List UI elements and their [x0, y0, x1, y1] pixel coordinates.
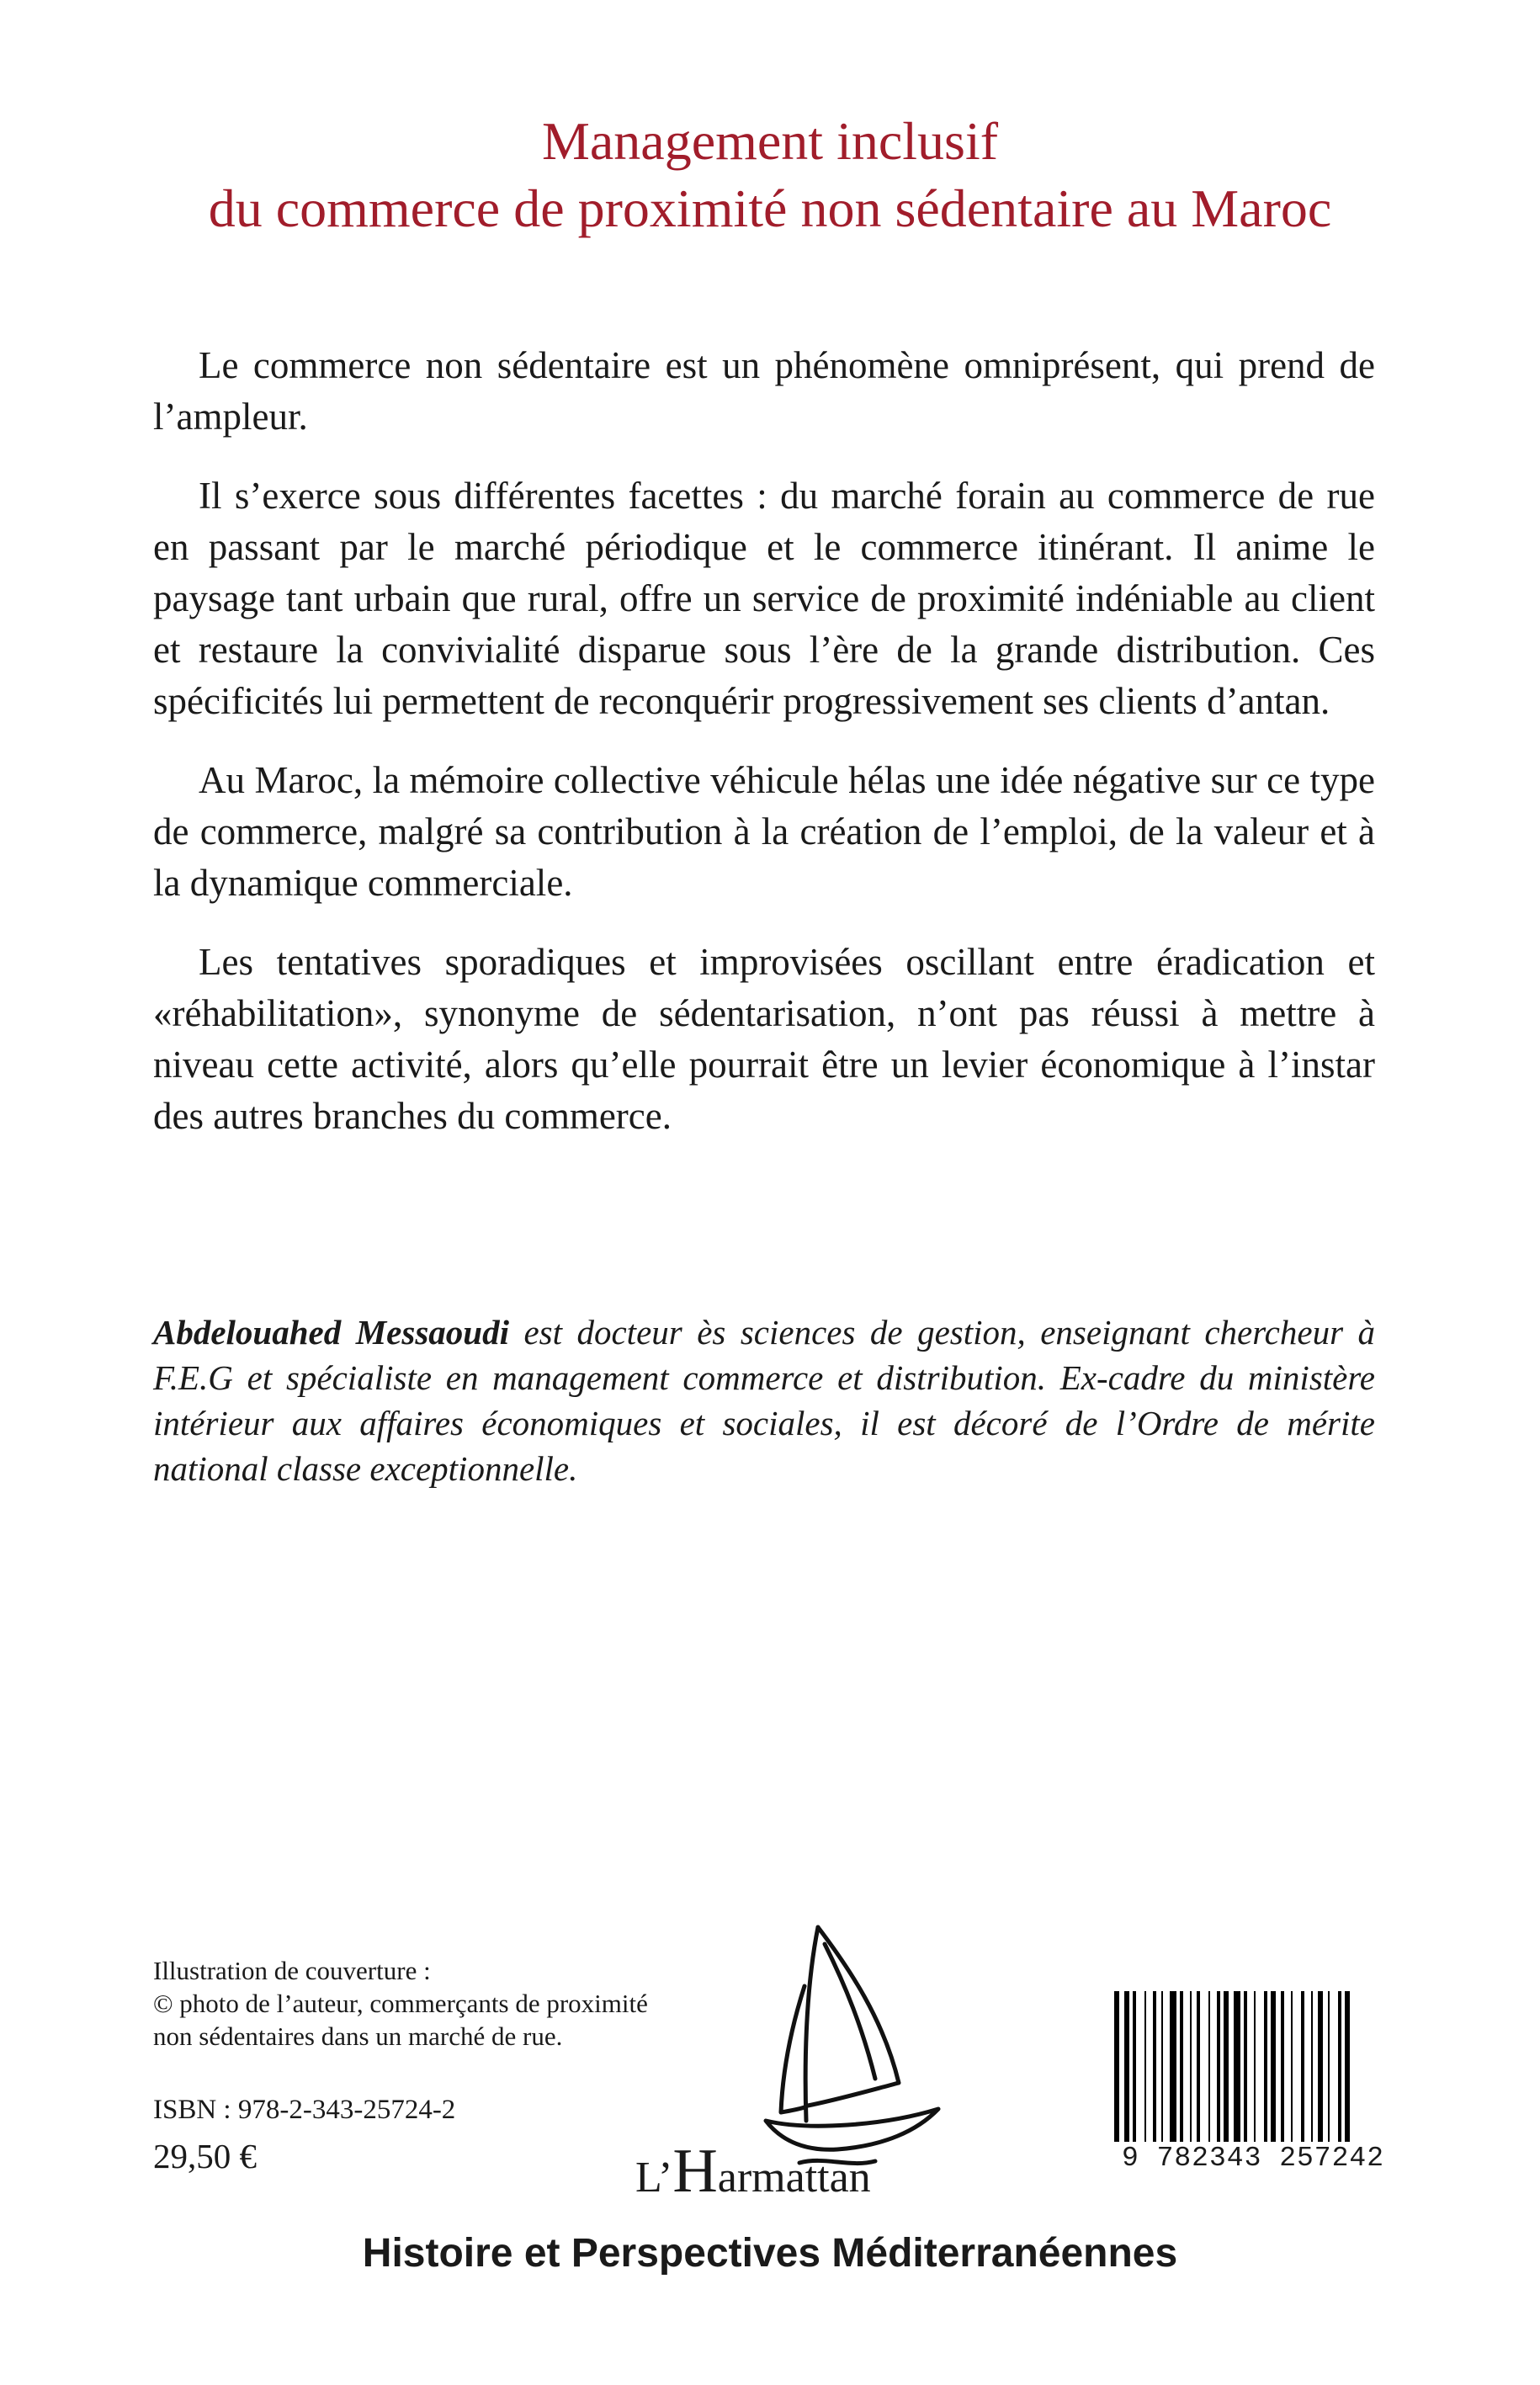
barcode-bar [1281, 1991, 1284, 2143]
publisher-initial: H [672, 2137, 718, 2206]
author-bio [153, 1309, 1375, 1491]
barcode-bar [1217, 1991, 1220, 2143]
barcode-bar [1311, 1991, 1313, 2143]
isbn: ISBN : 978-2-343-25724-2 [153, 2095, 456, 2125]
barcode-bar [1264, 1991, 1267, 2143]
barcode-bar [1114, 1991, 1119, 2143]
price: 29,50 € [153, 2137, 257, 2175]
series-name: Histoire et Perspectives Méditerranéennes [362, 2231, 1178, 2276]
barcode-bar [1208, 1991, 1210, 2143]
publisher-rest: armattan [717, 2154, 871, 2202]
barcode-bar [1318, 1991, 1323, 2143]
blurb-paragraph-1: Le commerce non sédentaire est un phénomène omniprésent, qui prend de l’ampleur. [153, 344, 1375, 438]
book-title-line-2: du commerce de proximité non sédentaire au Maroc [208, 178, 1332, 238]
barcode-bar [1271, 1991, 1276, 2143]
barcode-bar [1224, 1991, 1229, 2143]
author-name: Abdelouahed Messaoudi [153, 1313, 509, 1352]
barcode-bar [1234, 1991, 1240, 2143]
barcode-bars [1114, 1991, 1350, 2143]
book-title [0, 108, 1540, 242]
credits-line-3: non sédentaires dans un marché de rue. [153, 2021, 563, 2051]
blurb-paragraph-3: Au Maroc, la mémoire collective véhicule hélas une idée négative sur ce type de commerce, malgré sa contribution à la création de l’emploi, de la valeur et à la dynamique commerciale. [153, 759, 1375, 904]
barcode-bar [1301, 1991, 1304, 2143]
barcode-bar [1144, 1991, 1146, 2143]
blurb [153, 340, 1375, 1170]
credits-line-1: Illustration de couverture : [153, 1956, 431, 1985]
barcode-bar [1244, 1991, 1247, 2143]
barcode-bar [1190, 1991, 1192, 2143]
publisher-name [635, 2137, 871, 2206]
book-title-line-1: Management inclusif [541, 111, 999, 171]
barcode-bar [1328, 1991, 1330, 2143]
barcode-bar [1153, 1991, 1156, 2143]
barcode-bar [1254, 1991, 1256, 2143]
author-bio-text: est docteur ès sciences de gestion, enseignant chercheur à F.E.G et spécialiste en management commerce et distribution. Ex-cadre du ministère intérieur aux affaires économiques et sociales, il est décoré de l’Ordre de mérite national classe exceptionnelle. [153, 1313, 1376, 1488]
barcode-bar [1197, 1991, 1200, 2143]
barcode-bar [1345, 1991, 1350, 2143]
barcode-bar [1180, 1991, 1183, 2143]
cover-credits [153, 1954, 692, 2053]
barcode-bar [1124, 1991, 1129, 2143]
blurb-paragraph-2: Il s’exerce sous différentes facettes : du marché forain au commerce de rue en passant par le marché périodique et le commerce itinérant. Il anime le paysage tant urbain que rural, offre un service de proximité indéniable au client et restaure la convivialité disparue sous l’ère de la grande distribution. Ces spécificités lui permettent de reconquérir progressivement ses clients d’antan. [153, 475, 1375, 722]
barcode-bar [1161, 1991, 1163, 2143]
publisher-prefix: L’ [635, 2154, 673, 2202]
barcode-bar [1338, 1991, 1341, 2143]
barcode-bar [1133, 1991, 1136, 2143]
barcode-digits: 9 782343 257242 [1089, 2142, 1417, 2175]
barcode-bar [1170, 1991, 1176, 2143]
barcode-bar [1291, 1991, 1293, 2143]
credits-line-2: © photo de l’auteur, commerçants de proximité [153, 1989, 648, 2018]
blurb-paragraph-4: Les tentatives sporadiques et improvisées oscillant entre éradication et «réhabilitation», synonyme de sédentarisation, n’ont pas réussi à mettre à niveau cette activité, alors qu’elle pourrait être un levier économique à l’instar des autres branches du commerce. [153, 941, 1375, 1137]
